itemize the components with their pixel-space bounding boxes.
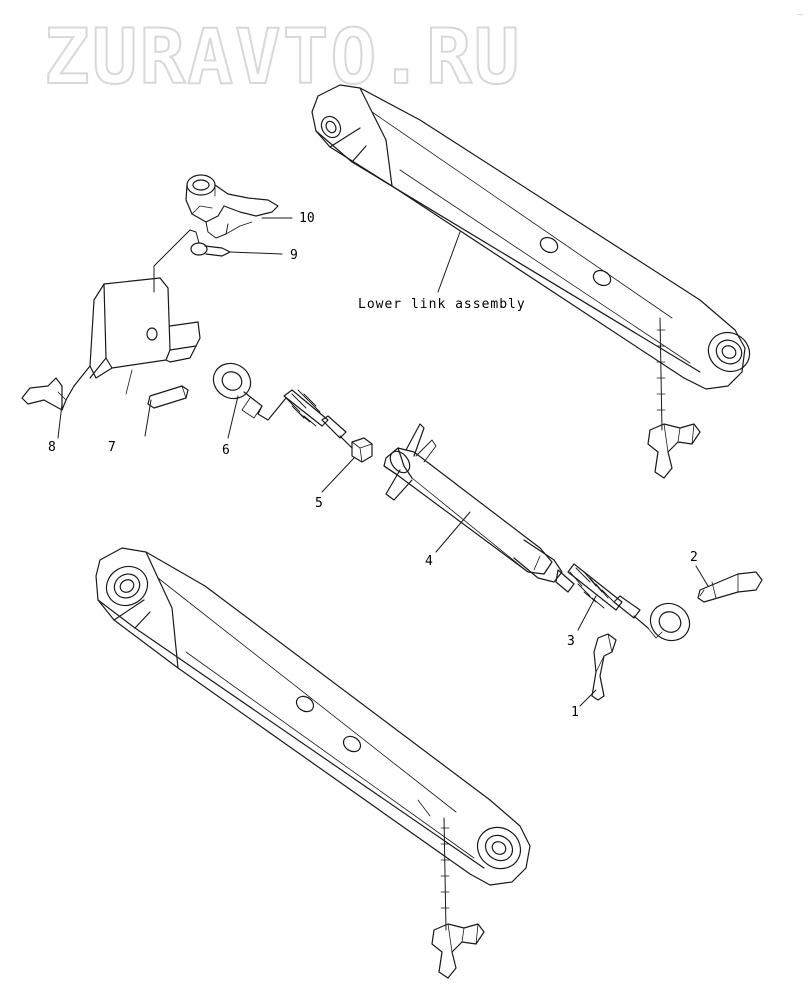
lever-handle	[186, 175, 292, 238]
turnbuckle-right	[556, 564, 696, 648]
clevis-pin	[696, 566, 762, 602]
lower-link-arm	[96, 548, 530, 885]
corner-mark: ~	[797, 8, 804, 21]
callout-8: 8	[48, 440, 56, 455]
lower-arm-chain-hook	[432, 818, 484, 978]
upper-arm-chain-hook	[648, 318, 700, 478]
leveling-box-bracket	[22, 278, 200, 438]
upper-link-arm	[312, 85, 756, 389]
callout-10: 10	[299, 211, 315, 226]
center-tube	[384, 424, 562, 582]
turnbuckle-left	[207, 357, 352, 448]
callout-2: 2	[690, 550, 698, 565]
linch-pin	[580, 634, 616, 706]
callout-6: 6	[222, 443, 230, 458]
watermark-zuravto: ZURAVTO.RU	[44, 12, 522, 101]
callout-4: 4	[425, 554, 433, 569]
callout-3: 3	[567, 634, 575, 649]
bracket-pin	[145, 386, 188, 436]
callout-5: 5	[315, 496, 323, 511]
callout-9: 9	[290, 248, 298, 263]
callout-1: 1	[571, 705, 579, 720]
caption-lower-link-assembly: Lower link assembly	[358, 297, 526, 312]
adjusting-nut	[322, 438, 372, 492]
spring-clip	[154, 230, 282, 292]
callout-7: 7	[108, 440, 116, 455]
